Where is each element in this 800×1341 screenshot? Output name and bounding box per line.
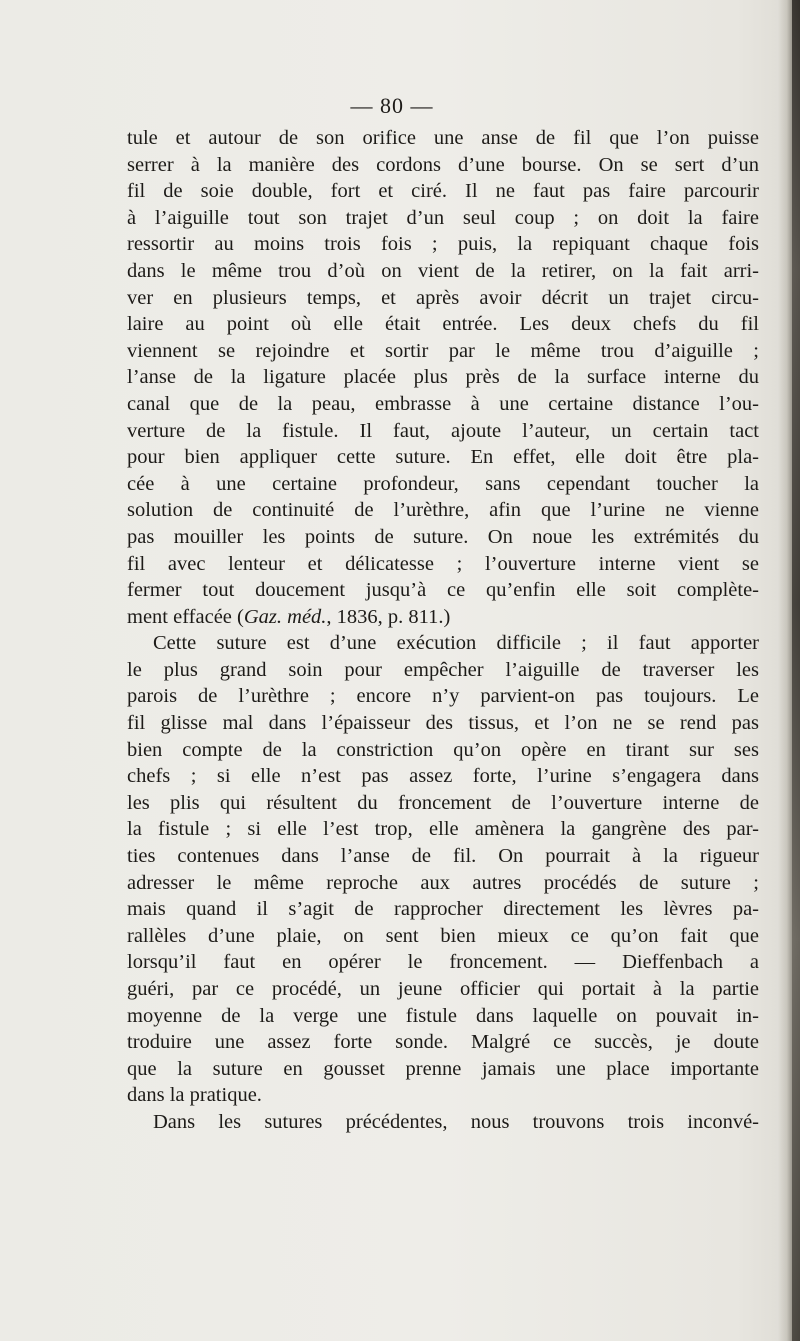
text-line: chefs ; si elle n’est pas assez forte, l’urine s’engagera dans (127, 765, 759, 788)
text-line: pour bien appliquer cette suture. En effet, elle doit être pla- (127, 446, 759, 469)
text-line: ver en plusieurs temps, et après avoir décrit un trajet circu- (127, 286, 759, 309)
text-line: laire au point où elle était entrée. Les deux chefs du fil (127, 313, 759, 336)
citation-journal: Gaz. méd. (243, 605, 327, 628)
citation-before: ment effacée ( (127, 605, 244, 628)
citation-after: , 1836, p. 811.) (326, 605, 451, 628)
text-line: solution de continuité de l’urèthre, afin que l’urine ne vienne (127, 499, 759, 522)
text-line: moyenne de la verge une fistule dans laquelle on pouvait in- (127, 1004, 759, 1027)
text-line: lorsqu’il faut en opérer le froncement. — Dieffenbach a (127, 951, 759, 974)
text-line: l’anse de la ligature placée plus près de la surface interne du (127, 366, 759, 389)
text-line: troduire une assez forte sonde. Malgré ce succès, je doute (127, 1031, 759, 1054)
text-line: fil avec lenteur et délicatesse ; l’ouverture interne vient se (127, 552, 759, 575)
text-line: que la suture en gousset prenne jamais une place importante (127, 1057, 759, 1080)
text-line: tule et autour de son orifice une anse de fil que l’on puisse (127, 127, 759, 149)
text-line: bien compte de la constriction qu’on opère en tirant sur ses (127, 738, 759, 761)
text-line: fermer tout doucement jusqu’à ce qu’enfin elle soit complète- (127, 579, 759, 602)
text-line: serrer à la manière des cordons d’une bourse. On se sert d’un (127, 153, 759, 176)
citation-line (127, 604, 759, 631)
text-line: dans la pratique. (127, 1084, 262, 1107)
text-line: rallèles d’une plaie, on sent bien mieux ce qu’on fait que (127, 924, 759, 947)
page-number: — 80 — (350, 93, 434, 118)
text-line: Dans les sutures précédentes, nous trouvons trois inconvé- (153, 1110, 759, 1133)
text-line: adresser le même reproche aux autres procédés de suture ; (127, 871, 759, 894)
text-line: verture de la fistule. Il faut, ajoute l’auteur, un certain tact (127, 419, 759, 442)
text-line: mais quand il s’agit de rapprocher directement les lèvres pa- (127, 898, 759, 921)
text-line: dans le même trou d’où on vient de la retirer, on la fait arri- (127, 259, 759, 282)
text-line: la fistule ; si elle l’est trop, elle amènera la gangrène des par- (127, 818, 759, 841)
body-text (127, 125, 759, 1136)
text-line: cée à une certaine profondeur, sans cependant toucher la (127, 472, 759, 495)
page-edge-binding (792, 0, 800, 1341)
text-line: fil de soie double, fort et ciré. Il ne faut pas faire parcourir (127, 180, 759, 203)
text-line: les plis qui résultent du froncement de l’ouverture interne de (127, 791, 759, 814)
text-line: canal que de la peau, embrasse à une certaine distance l’ou- (127, 392, 759, 415)
text-line: ressortir au moins trois fois ; puis, la repiquant chaque fois (127, 233, 759, 256)
text-line: pas mouiller les points de suture. On noue les extrémités du (127, 525, 759, 548)
text-line: viennent se rejoindre et sortir par le même trou d’aiguille ; (127, 339, 759, 362)
text-line: le plus grand soin pour empêcher l’aiguille de traverser les (127, 658, 759, 681)
text-line: guéri, par ce procédé, un jeune officier qui portait à la partie (127, 978, 759, 1000)
text-line: à l’aiguille tout son trajet d’un seul coup ; on doit la faire (127, 206, 759, 229)
text-line: ties contenues dans l’anse de fil. On pourrait à la rigueur (127, 845, 759, 868)
text-line: Cette suture est d’une exécution difficile ; il faut apporter (153, 632, 759, 655)
text-line: fil glisse mal dans l’épaisseur des tissus, et l’on ne se rend pas (127, 712, 759, 735)
text-line: parois de l’urèthre ; encore n’y parvient-on pas toujours. Le (127, 685, 759, 708)
